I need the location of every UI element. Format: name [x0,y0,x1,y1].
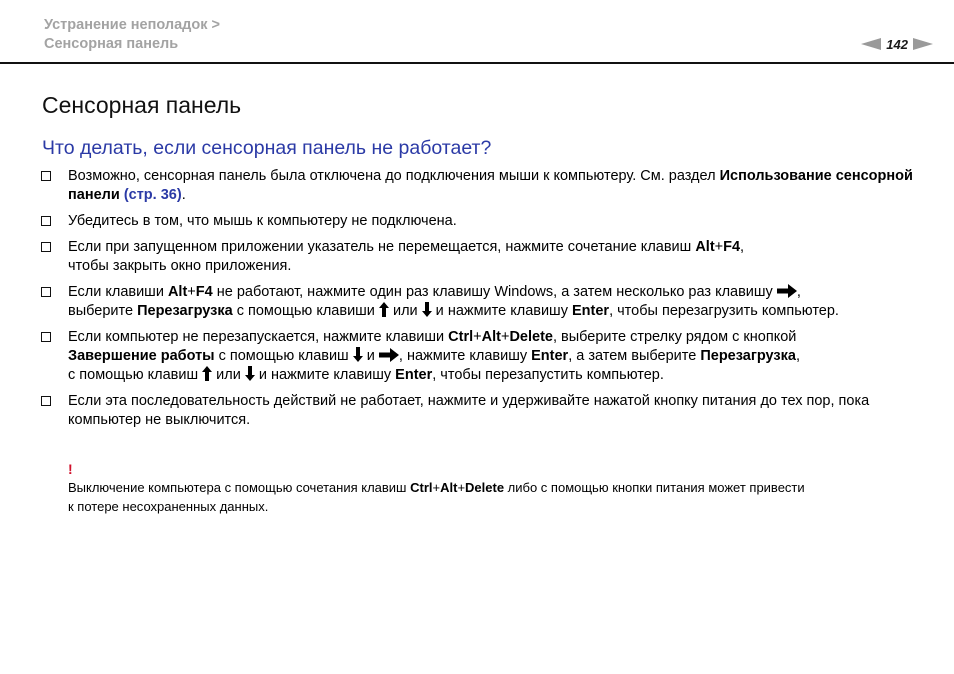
breadcrumb [44,16,220,54]
bold-term: Завершение работы [68,348,215,364]
breadcrumb-section-link[interactable]: Устранение неполадок > [44,17,220,33]
arrow-down-icon [353,347,363,362]
key-name: Alt [167,284,188,300]
checkbox-bullet-icon [41,287,51,297]
list-item [40,238,920,276]
item-text: с помощью клавиш [68,367,203,383]
item-text: Если эта последовательность действий не работает, нажмите и удерживайте нажатой кнопку питания до тех пор, пока компьютер не выключится. [68,393,870,428]
arrow-right-icon [379,348,399,362]
page-number: 142 [886,36,908,52]
note-text: к потере несохраненных данных. [68,499,269,514]
warning-mark-icon: ! [68,461,73,477]
plus-sign: + [432,480,441,495]
item-text: , а затем выберите [568,348,701,364]
item-text: , нажмите клавишу [398,348,532,364]
bold-term: Перезагрузка [137,303,233,319]
plus-sign: + [473,329,482,345]
list-item [40,212,920,231]
checkbox-bullet-icon [41,396,51,406]
arrow-right-icon [777,284,797,298]
key-name: Delete [509,329,553,345]
item-text: , а затем несколько раз клавишу [553,284,777,300]
key-name: Enter [571,303,610,319]
windows-key-name: Windows [494,284,554,300]
checkbox-bullet-icon [41,332,51,342]
note-text: Выключение компьютера с помощью сочетания клавиш [68,480,411,495]
item-text: с помощью клавиши [232,303,379,319]
key-name: F4 [195,284,213,300]
item-text: не работают, нажмите один раз клавишу [212,284,495,300]
arrow-down-icon [422,302,432,317]
item-text: и нажмите клавишу [431,303,572,319]
item-text: , [796,284,801,300]
header-divider [0,62,954,64]
plus-sign: + [714,239,724,255]
item-text: , [740,239,745,255]
item-text: Возможно, сенсорная панель была отключена до подключения мыши к компьютеру. См. раздел [68,168,720,184]
item-text: , [795,348,800,364]
section-heading: Что делать, если сенсорная панель не работает? [42,137,492,159]
previous-page-icon[interactable] [861,38,881,50]
key-name: Enter [395,367,433,383]
note-text: либо с помощью кнопки питания может привести [504,480,805,495]
arrow-up-icon [379,302,389,317]
page-navigator [861,36,933,52]
item-text: , чтобы перезапустить компьютер. [432,367,664,383]
list-item [40,167,920,205]
key-name: Delete [465,480,505,495]
page-title: Сенсорная панель [42,92,242,118]
checkbox-bullet-icon [41,216,51,226]
checkbox-bullet-icon [41,171,51,181]
item-text: и [362,348,379,364]
item-text: . [181,187,186,203]
next-page-icon[interactable] [913,38,933,50]
checkbox-bullet-icon [41,242,51,252]
list-item [40,283,920,321]
bold-term: Перезагрузка [700,348,796,364]
key-name: F4 [723,239,741,255]
key-name: Alt [481,329,501,345]
bold-term: Использование сенсорной панели [68,168,913,203]
breadcrumb-current: Сенсорная панель [44,36,179,52]
troubleshooting-list [40,167,920,437]
arrow-down-icon [245,366,255,381]
key-name: Alt [440,480,458,495]
key-name: Alt [695,239,715,255]
arrow-up-icon [202,366,212,381]
page-reference-link[interactable]: (стр. 36) [123,187,182,203]
list-item [40,392,920,430]
item-text: , выберите стрелку рядом с кнопкой [552,329,797,345]
item-text: , чтобы перезагрузить компьютер. [609,303,839,319]
item-text: Если компьютер не перезапускается, нажмите клавиши [68,329,449,345]
list-item [40,328,920,385]
item-text: и нажмите клавишу [254,367,396,383]
item-text: Если клавиши [68,284,168,300]
item-text: выберите [68,303,138,319]
plus-sign: + [457,480,466,495]
key-name: Ctrl [448,329,474,345]
item-text: чтобы закрыть окно приложения. [68,258,292,274]
item-text: или [388,303,422,319]
warning-note [68,461,908,516]
key-name: Enter [531,348,569,364]
key-name: Ctrl [410,480,433,495]
plus-sign: + [500,329,510,345]
item-text: Если при запущенном приложении указатель не перемещается, нажмите сочетание клавиш [68,239,696,255]
item-text: или [212,367,245,383]
plus-sign: + [187,284,196,300]
item-text: Убедитесь в том, что мышь к компьютеру не подключена. [68,213,457,229]
item-text: с помощью клавиш [214,348,353,364]
